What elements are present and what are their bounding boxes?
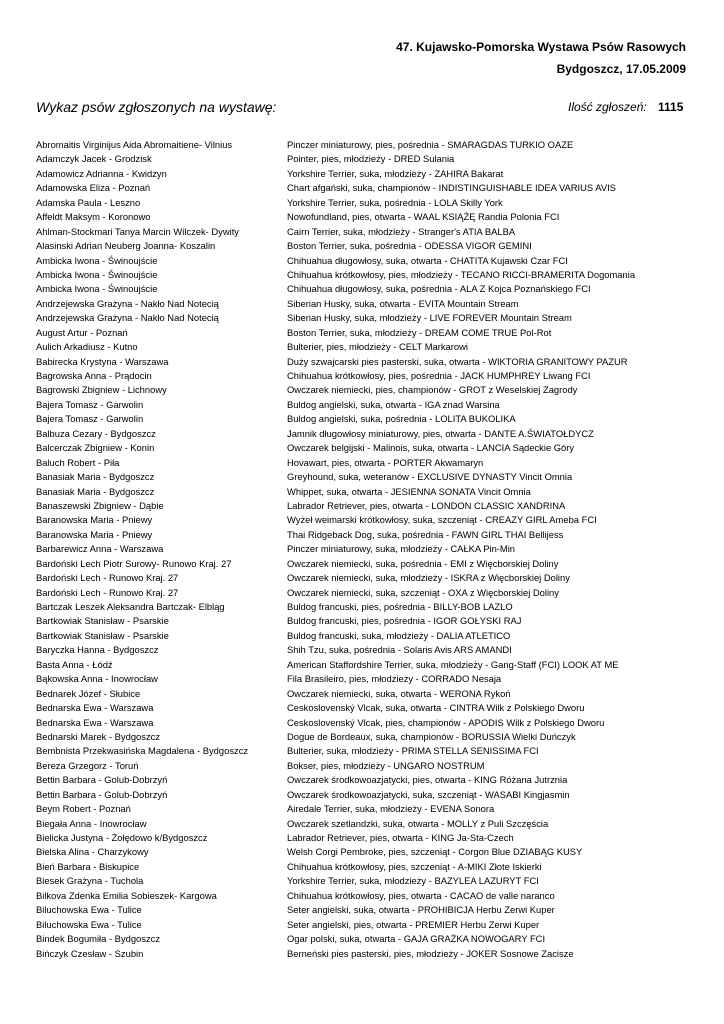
entry-row bbox=[36, 759, 696, 773]
entry-owner: Bińczyk Czesław - Szubin bbox=[36, 947, 144, 959]
entry-owner: Adamska Paula - Leszno bbox=[36, 196, 141, 208]
entry-owner: Adamowska Eliza - Poznań bbox=[36, 182, 151, 194]
entry-owner: Abromaitis Virginijus Aida Abromaitiene- Vilnius bbox=[36, 139, 233, 150]
entry-dog: Siberian Husky, suka, otwarta - EVITA Mountain Stream bbox=[287, 297, 519, 309]
entry-row bbox=[36, 456, 696, 470]
entry-owner: Bettin Barbara - Golub-Dobrzyń bbox=[36, 788, 168, 800]
entry-owner: Banaszewski Zbigniew - Dąbie bbox=[36, 499, 164, 511]
entry-row bbox=[36, 282, 696, 296]
entry-row bbox=[36, 831, 696, 845]
entry-owner: Bajera Tomasz - Garwolin bbox=[36, 398, 144, 410]
entry-row bbox=[36, 485, 696, 499]
entry-dog: Berneński pies pasterski, pies, młodzieży - JOKER Sosnowe Zacisze bbox=[287, 947, 574, 959]
entry-owner: Baranowska Maria - Pniewy bbox=[36, 528, 153, 540]
entry-row bbox=[36, 874, 696, 888]
entry-dog: Bulterier, suka, młodzieży - PRIMA STELLA SENISSIMA FCI bbox=[287, 745, 539, 757]
entry-dog: Pinczer miniaturowy, pies, pośrednia - SMARAGDAS TURKIO OAZE bbox=[287, 139, 574, 150]
entry-owner: Baryczka Hanna - Bydgoszcz bbox=[36, 644, 159, 656]
entry-row bbox=[36, 932, 696, 946]
entry-owner: Balcerczak Zbigniew - Konin bbox=[36, 442, 155, 454]
entry-row bbox=[36, 210, 696, 224]
entry-owner: Bagrowska Anna - Prądocin bbox=[36, 370, 152, 381]
entry-owner: Baluch Robert - Piła bbox=[36, 456, 120, 468]
entry-row bbox=[36, 167, 696, 181]
entry-owner: Ambicka Iwona - Świnoujście bbox=[36, 283, 158, 295]
entry-dog: Chihuahua długowłosy, suka, otwarta - CHATITA Kujawski Czar FCI bbox=[287, 254, 568, 266]
entry-owner: Aulich Arkadiusz - Kutno bbox=[36, 341, 138, 353]
entry-row bbox=[36, 643, 696, 657]
entry-dog: Nowofundland, pies, otwarta - WAAL KSIĄŻĘ Randia Polonia FCI bbox=[287, 211, 560, 223]
entry-row bbox=[36, 788, 696, 802]
entry-row bbox=[36, 412, 696, 426]
entry-dog: Duży szwajcarski pies pasterski, suka, otwarta - WIKTORIA GRANITOWY PAZUR bbox=[287, 355, 628, 367]
entry-owner: Bartkowiak Stanisław - Psarskie bbox=[36, 629, 169, 641]
entry-dog: Chihuahua krótkowłosy, pies, pośrednia - JACK HUMPHREY Liwang FCI bbox=[287, 370, 591, 381]
entry-owner: Beym Robert - Poznań bbox=[36, 803, 131, 815]
entry-row bbox=[36, 586, 696, 600]
entry-owner: Ambicka Iwona - Świnoujście bbox=[36, 254, 158, 266]
entry-owner: Barbarewicz Anna - Warszawa bbox=[36, 543, 164, 555]
entry-owner: Basta Anna - Łódź bbox=[36, 658, 113, 670]
entry-owner: Bednarska Ewa - Warszawa bbox=[36, 702, 154, 714]
entry-owner: Bettin Barbara - Golub-Dobrzyń bbox=[36, 774, 168, 786]
entry-owner: Bednarski Marek - Bydgoszcz bbox=[36, 730, 161, 742]
entry-row bbox=[36, 268, 696, 282]
entry-row bbox=[36, 239, 696, 253]
entry-owner: Bartczak Leszek Aleksandra Bartczak- Elbląg bbox=[36, 601, 225, 612]
list-title: Wykaz psów zgłoszonych na wystawę: bbox=[36, 99, 277, 115]
entry-dog: Ceskoslovenský Vlcak, pies, championów - APODIS Wilk z Polskiego Dworu bbox=[287, 716, 605, 728]
entry-row bbox=[36, 629, 696, 643]
entry-dog: Buldog francuski, suka, młodzieży - DALIA ATLETICO bbox=[287, 629, 511, 641]
entry-owner: Bień Barbara - Biskupice bbox=[36, 860, 140, 872]
entry-row bbox=[36, 138, 696, 152]
entry-owner: August Artur - Poznań bbox=[36, 326, 128, 338]
entry-owner: Bielska Alina - Charzykowy bbox=[36, 846, 149, 858]
entry-dog: Boston Terrier, suka, pośrednia - ODESSA VIGOR GEMINI bbox=[287, 240, 532, 252]
show-title: 47. Kujawsko-Pomorska Wystawa Psów Rasowych bbox=[396, 40, 686, 54]
entry-row bbox=[36, 845, 696, 859]
entry-row bbox=[36, 687, 696, 701]
entry-dog: Dogue de Bordeaux, suka, championów - BORUSSIA Wielki Duńczyk bbox=[287, 730, 576, 742]
entry-row bbox=[36, 311, 696, 325]
entry-owner: Bednarek Józef - Słubice bbox=[36, 687, 141, 699]
entries-count-label: Ilość zgłoszeń: bbox=[568, 100, 647, 114]
entry-owner: Bąkowska Anna - Inowrocław bbox=[36, 673, 158, 685]
entry-row bbox=[36, 658, 696, 672]
entry-dog: Chihuahua krótkowłosy, pies, otwarta - CACAO de valle naranco bbox=[287, 889, 555, 901]
entry-owner: Ahlman-Stockmari Tanya Marcin Wilczek- Dywity bbox=[36, 225, 239, 237]
entry-dog: American Staffordshire Terrier, suka, młodzieży - Gang-Staff (FCI) LOOK AT ME bbox=[287, 658, 619, 670]
entry-dog: Owczarek belgijski - Malinois, suka, otwarta - LANCIA Sądeckie Góry bbox=[287, 442, 575, 454]
entry-dog: Owczarek niemiecki, pies, championów - GROT z Weselskiej Zagrody bbox=[287, 384, 578, 396]
entry-dog: Shih Tzu, suka, pośrednia - Solaris Avis ARS AMANDI bbox=[287, 644, 512, 656]
entry-dog: Pointer, pies, młodzieży - DRED Sulania bbox=[287, 153, 455, 165]
entry-row bbox=[36, 903, 696, 917]
entry-dog: Airedale Terrier, suka, młodzieży - EVENA Sonora bbox=[287, 803, 495, 815]
entry-row bbox=[36, 730, 696, 744]
entry-dog: Yorkshire Terrier, suka, młodzieży - BAZYLEA LAZURYT FCI bbox=[287, 875, 539, 887]
entry-dog: Owczarek niemiecki, suka, otwarta - WERONA Rykoń bbox=[287, 687, 511, 699]
entry-row bbox=[36, 355, 696, 369]
entry-owner: Adamowicz Adrianna - Kwidzyn bbox=[36, 167, 167, 179]
entry-dog: Yorkshire Terrier, suka, młodzieży - ZAHIRA Bakarat bbox=[287, 167, 504, 179]
entry-owner: Bembnista Przekwasińska Magdalena - Bydgoszcz bbox=[36, 745, 249, 757]
entry-row bbox=[36, 441, 696, 455]
entry-owner: Affeldt Maksym - Koronowo bbox=[36, 211, 151, 223]
entry-dog: Thai Ridgeback Dog, suka, pośrednia - FAWN GIRL THAI Bellijess bbox=[287, 528, 564, 540]
entry-row bbox=[36, 470, 696, 484]
entry-owner: Biluchowska Ewa - Tulice bbox=[36, 904, 142, 916]
entry-row bbox=[36, 340, 696, 354]
entry-dog: Ceskoslovenský Vlcak, suka, otwarta - CINTRA Wilk z Polskiego Dworu bbox=[287, 702, 585, 714]
entry-owner: Bardoński Lech - Runowo Kraj. 27 bbox=[36, 586, 179, 598]
entry-row bbox=[36, 427, 696, 441]
entry-row bbox=[36, 326, 696, 340]
entry-row bbox=[36, 600, 696, 614]
entry-dog: Buldog francuski, pies, pośrednia - BILLY-BOB LAZLO bbox=[287, 601, 513, 612]
entry-owner: Bardoński Lech Piotr Surowy- Runowo Kraj. 27 bbox=[36, 557, 232, 569]
entry-dog: Wyżeł weimarski krótkowłosy, suka, szczeniąt - CREAZY GIRL Ameba FCI bbox=[287, 514, 597, 526]
entry-row bbox=[36, 889, 696, 903]
entry-row bbox=[36, 152, 696, 166]
entry-dog: Jamnik długowłosy miniaturowy, pies, otwarta - DANTE A.ŚWIATOŁDYCZ bbox=[287, 427, 594, 439]
entry-owner: Bardoński Lech - Runowo Kraj. 27 bbox=[36, 572, 179, 584]
entry-dog: Owczarek niemiecki, suka, młodzieży - ISKRA z Więcborskiej Doliny bbox=[287, 572, 570, 584]
entry-owner: Adamczyk Jacek - Grodzisk bbox=[36, 153, 152, 165]
entry-dog: Pinczer miniaturowy, suka, młodzieży - CAŁKA Pin-Min bbox=[287, 543, 516, 555]
entry-dog: Buldog angielski, suka, pośrednia - LOLITA BUKOLIKA bbox=[287, 413, 516, 425]
entry-dog: Bokser, pies, młodzieży - UNGARO NOSTRUM bbox=[287, 759, 485, 771]
entry-row bbox=[36, 672, 696, 686]
entry-dog: Cairn Terrier, suka, młodzieży - Stranger's ATIA BALBA bbox=[287, 225, 516, 237]
entry-dog: Seter angielski, pies, otwarta - PREMIER Herbu Zerwi Kuper bbox=[287, 918, 540, 930]
entry-row bbox=[36, 196, 696, 210]
entry-dog: Labrador Retriever, pies, otwarta - LONDON CLASSIC XANDRINA bbox=[287, 499, 566, 511]
entry-row bbox=[36, 383, 696, 397]
entry-owner: Baranowska Maria - Pniewy bbox=[36, 514, 153, 526]
entry-row bbox=[36, 773, 696, 787]
entry-dog: Chihuahua krótkowłosy, pies, szczeniąt - A-MIKI Złote Iskierki bbox=[287, 860, 542, 872]
entry-row bbox=[36, 918, 696, 932]
entry-owner: Babirecka Krystyna - Warszawa bbox=[36, 355, 169, 367]
entry-row bbox=[36, 860, 696, 874]
entry-dog: Owczarek środkowoazjatycki, pies, otwarta - KING Różana Jutrznia bbox=[287, 774, 568, 786]
entry-owner: Biluchowska Ewa - Tulice bbox=[36, 918, 142, 930]
entry-owner: Ambicka Iwona - Świnoujście bbox=[36, 268, 158, 280]
entry-owner: Bajera Tomasz - Garwolin bbox=[36, 413, 144, 425]
entry-owner: Alasinski Adrian Neuberg Joanna- Koszalin bbox=[36, 240, 216, 252]
entry-dog: Seter angielski, suka, otwarta - PROHIBICJA Herbu Zerwi Kuper bbox=[287, 904, 555, 916]
entry-owner: Bagrowski Zbigniew - Lichnowy bbox=[36, 384, 167, 396]
entry-row bbox=[36, 528, 696, 542]
entries-count-value: 1115 bbox=[658, 100, 684, 114]
entry-row bbox=[36, 557, 696, 571]
entry-dog: Owczarek środkowoazjatycki, suka, szczeniąt - WASABI Kingjasmin bbox=[287, 788, 570, 800]
show-location-date: Bydgoszcz, 17.05.2009 bbox=[556, 62, 686, 76]
entry-row bbox=[36, 802, 696, 816]
entry-owner: Bereza Grzegorz - Toruń bbox=[36, 759, 139, 771]
entry-owner: Banasiak Maria - Bydgoszcz bbox=[36, 471, 155, 483]
entry-dog: Siberian Husky, suka, młodzieży - LIVE FOREVER Mountain Stream bbox=[287, 312, 572, 324]
entry-row bbox=[36, 398, 696, 412]
entry-dog: Buldog francuski, pies, pośrednia - IGOR GOŁYSKI RAJ bbox=[287, 615, 522, 627]
entry-row bbox=[36, 947, 696, 961]
entry-row bbox=[36, 254, 696, 268]
entry-row bbox=[36, 817, 696, 831]
entry-owner: Banasiak Maria - Bydgoszcz bbox=[36, 485, 155, 497]
entry-dog: Bulterier, pies, młodzieży - CELT Markarowi bbox=[287, 341, 468, 353]
entry-owner: Bednarska Ewa - Warszawa bbox=[36, 716, 154, 728]
entry-row bbox=[36, 181, 696, 195]
entries-list bbox=[36, 138, 696, 961]
entry-row bbox=[36, 614, 696, 628]
entry-owner: Andrzejewska Grażyna - Nakło Nad Notecią bbox=[36, 312, 219, 324]
entry-owner: Biesek Grażyna - Tuchola bbox=[36, 875, 144, 887]
entry-row bbox=[36, 499, 696, 513]
entry-dog: Chart afgański, suka, championów - INDISTINGUISHABLE IDEA VARIUS AVIS bbox=[287, 182, 616, 194]
entry-dog: Whippet, suka, otwarta - JESIENNA SONATA Vincit Omnia bbox=[287, 485, 531, 497]
entry-dog: Boston Terrier, suka, młodzieży - DREAM COME TRUE Pol-Rot bbox=[287, 326, 552, 338]
entry-dog: Hovawart, pies, otwarta - PORTER Akwamaryn bbox=[287, 456, 484, 468]
entry-owner: Biegała Anna - Inowrocław bbox=[36, 817, 147, 829]
entry-dog: Fila Brasileiro, pies, młodzieży - CORRADO Nesaja bbox=[287, 673, 502, 685]
entry-row bbox=[36, 225, 696, 239]
entry-row bbox=[36, 542, 696, 556]
entry-dog: Chihuahua krótkowłosy, pies, młodzieży - TECANO RICCI-BRAMERITA Dogomania bbox=[287, 268, 636, 280]
entry-dog: Greyhound, suka, weteranów - EXCLUSIVE DYNASTY Vincit Omnia bbox=[287, 471, 573, 483]
entry-row bbox=[36, 369, 696, 383]
entry-dog: Chihuahua długowłosy, suka, pośrednia - ALA Z Kojca Poznańskiego FCI bbox=[287, 283, 591, 295]
entry-row bbox=[36, 716, 696, 730]
entry-row bbox=[36, 297, 696, 311]
entry-dog: Yorkshire Terrier, suka, pośrednia - LOLA Skilly York bbox=[287, 196, 503, 208]
entry-dog: Owczarek niemiecki, suka, pośrednia - EMI z Więcborskiej Doliny bbox=[287, 557, 559, 569]
entry-dog: Ogar polski, suka, otwarta - GAJA GRAŻKA NOWOGARY FCI bbox=[287, 933, 546, 945]
entry-dog: Buldog angielski, suka, otwarta - IGA znad Warsina bbox=[287, 398, 500, 410]
entry-owner: Andrzejewska Grażyna - Nakło Nad Notecią bbox=[36, 297, 219, 309]
entry-row bbox=[36, 571, 696, 585]
entry-owner: Bartkowiak Stanisław - Psarskie bbox=[36, 615, 169, 627]
entry-dog: Owczarek niemiecki, suka, szczeniąt - OXA z Więcborskiej Doliny bbox=[287, 586, 559, 598]
entry-row bbox=[36, 513, 696, 527]
entry-owner: Bilkova Zdenka Emilia Sobieszek- Kargowa bbox=[36, 889, 217, 901]
entry-row bbox=[36, 701, 696, 715]
entry-owner: Bindek Bogumiła - Bydgoszcz bbox=[36, 933, 161, 945]
entry-owner: Balbuza Cezary - Bydgoszcz bbox=[36, 427, 156, 439]
entry-owner: Bielicka Justyna - Żołędowo k/Bydgoszcz bbox=[36, 832, 208, 843]
entry-dog: Labrador Retriever, pies, otwarta - KING Ja-Sta-Czech bbox=[287, 832, 514, 843]
entry-dog: Welsh Corgi Pembroke, pies, szczeniąt - Corgon Blue DZIABĄG KUSY bbox=[287, 846, 583, 858]
entry-dog: Owczarek szetlandzki, suka, otwarta - MOLLY z Puli Szczęścia bbox=[287, 817, 549, 829]
entry-row bbox=[36, 744, 696, 758]
